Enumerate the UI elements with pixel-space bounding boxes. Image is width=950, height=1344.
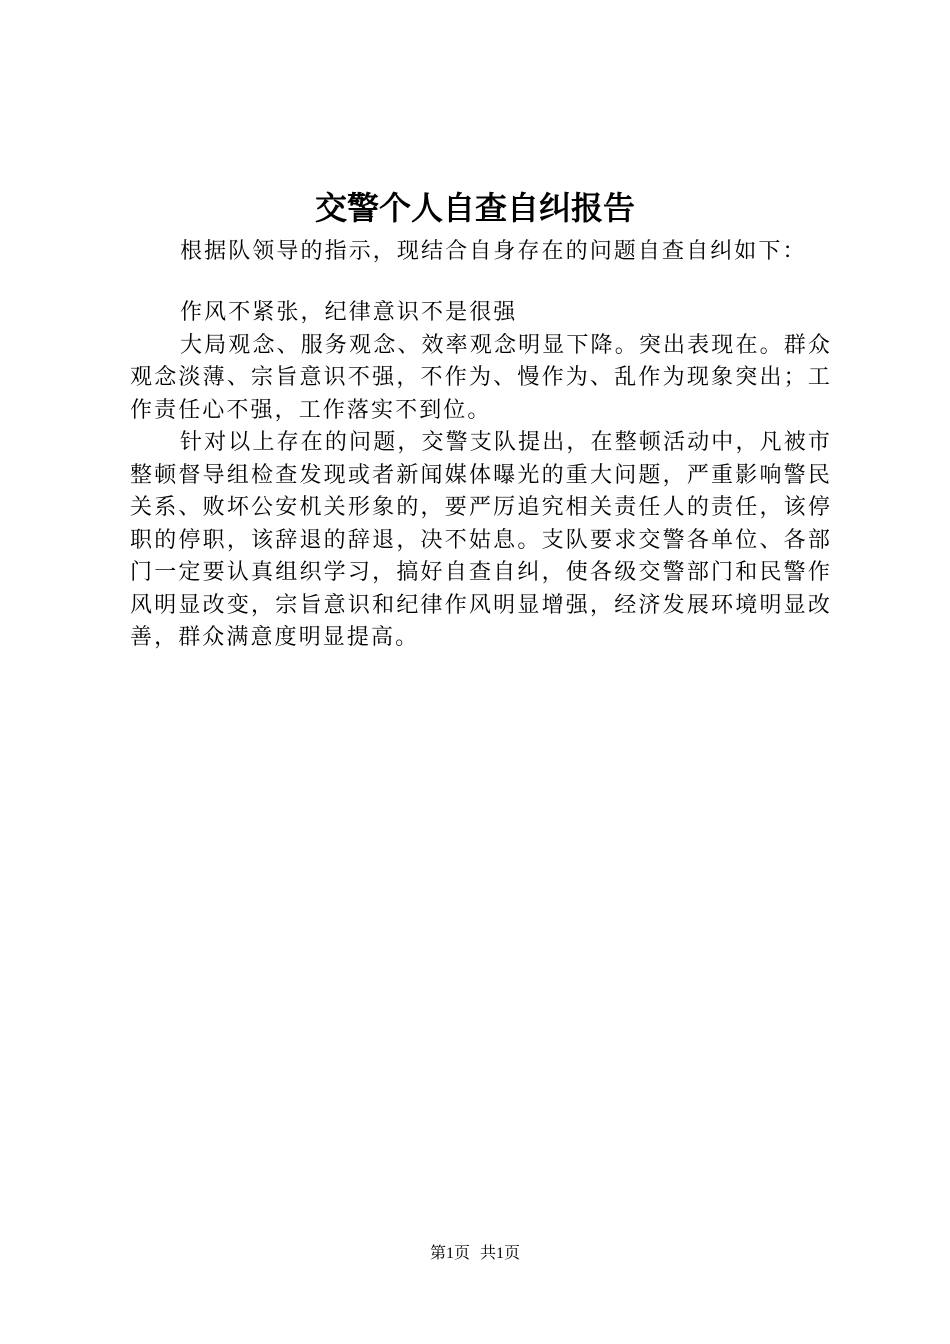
intro-paragraph: 根据队领导的指示，现结合自身存在的问题自查自纠如下： [180, 239, 807, 264]
document-title: 交警个人自查自纠报告 [314, 189, 635, 227]
page-footer [0, 1242, 950, 1266]
page-number-total: 共1页 [480, 1245, 521, 1262]
paragraph-problems: 大局观念、服务观念、效率观念明显下降。突出表现在。群众观念淡薄、宗旨意识不强，不作为、慢作为、乱作为现象突出；工作责任心不强，工作落实不到位。 [130, 332, 832, 423]
intro-block [130, 236, 832, 269]
body-section [130, 297, 832, 655]
section-heading: 作风不紧张，纪律意识不是很强 [180, 300, 518, 325]
page-number-current: 第1页 [429, 1245, 470, 1262]
paragraph-measures: 针对以上存在的问题，交警支队提出，在整顿活动中，凡被市整顿督导组检查发现或者新闻媒体曝光的重大问题，严重影响警民关系、败坏公安机关形象的，要严厉追究相关责任人的责任，该停职的停职，该辞退的辞退，决不姑息。支队要求交警各单位、各部门一定要认真组织学习，搞好自查自纠，使各级交警部门和民警作风明显改变，宗旨意识和纪律作风明显增强，经济发展环境明显改善，群众满意度明显提高。 [130, 430, 832, 650]
